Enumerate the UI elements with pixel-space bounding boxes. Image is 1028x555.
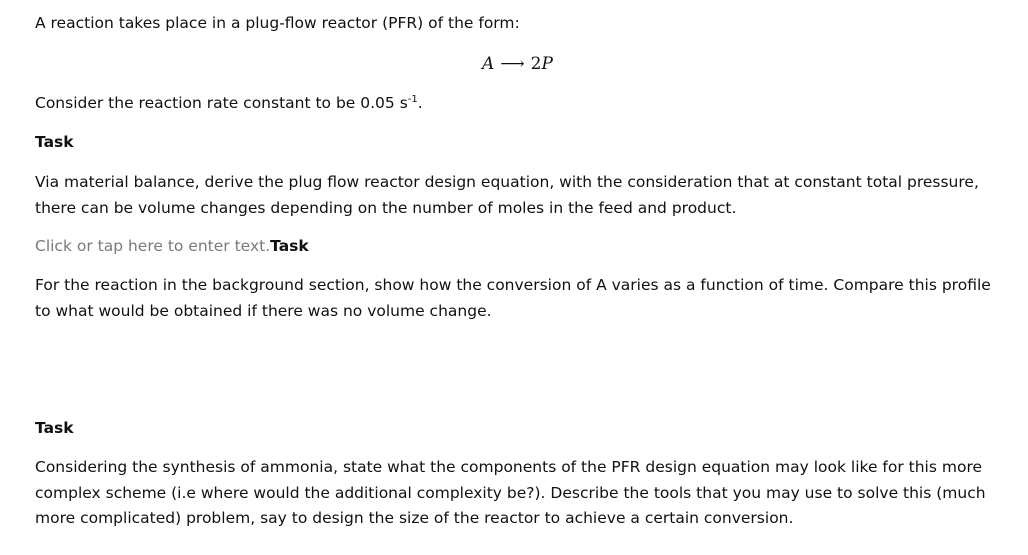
rate-constant-exponent: -1 [407, 93, 418, 105]
intro-text: A reaction takes place in a plug-flow reactor (PFR) of the form: [35, 14, 520, 32]
task3-body: Considering the synthesis of ammonia, state what the components of the PFR design equation may look like for this more complex scheme (i.e where would the additional complexity be?). Describe the tools that you may use to solve this (much more complicated) problem, say to design the size of the reactor to achieve a certain conversion. [35, 458, 986, 527]
rate-constant-label: Consider the reaction rate constant to be 0.05 s [35, 94, 408, 112]
task2-body: For the reaction in the background section, show how the conversion of A varies as a function of time. Compare this profile to what would be obtained if there was no volume change. [35, 276, 991, 320]
task1-body: Via material balance, derive the plug flow reactor design equation, with the consideration that at constant total pressure, there can be volume changes depending on the number of moles in the feed and product. [35, 173, 979, 217]
answer-line [35, 234, 309, 259]
product-symbol: P [541, 54, 553, 74]
reaction-arrow-icon: ⟶ [500, 54, 525, 74]
task2-heading: Task [270, 237, 309, 255]
reactant-symbol: A [482, 54, 495, 74]
task3-heading: Task [35, 419, 74, 437]
reaction-equation [482, 52, 553, 77]
rate-constant-period: . [417, 94, 423, 112]
task1-heading: Task [35, 133, 74, 151]
answer-placeholder-field[interactable]: Click or tap here to enter text. [35, 237, 271, 255]
rate-constant-text [35, 91, 423, 116]
product-coefficient: 2 [530, 54, 542, 74]
